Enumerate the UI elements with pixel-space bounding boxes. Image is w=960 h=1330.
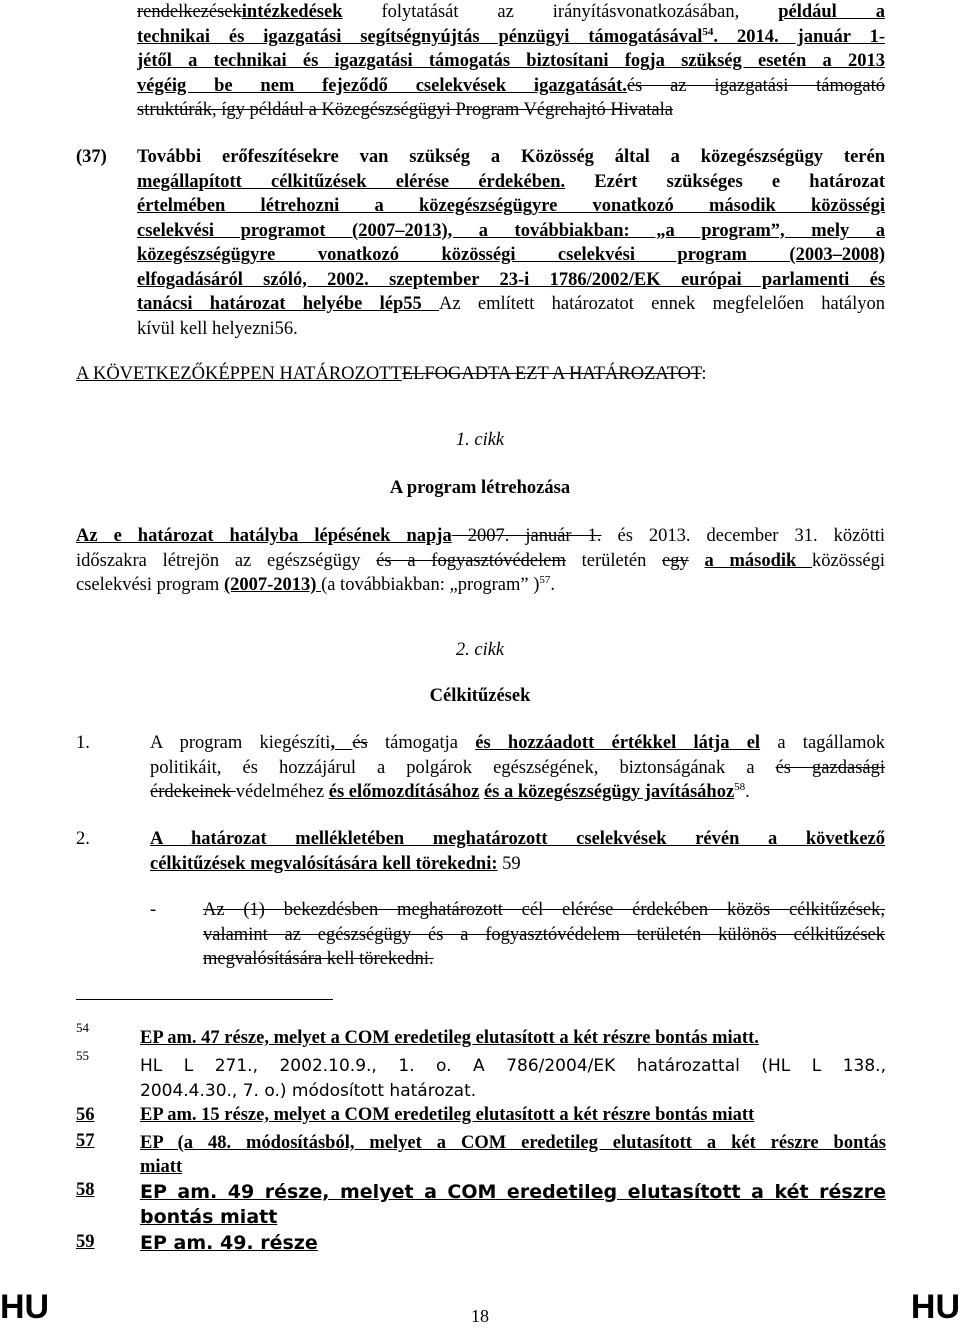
article-2-para-1-number: 1. <box>76 733 90 753</box>
footnote-ref-57: 57 <box>539 574 551 586</box>
recital-37-line-4: cselekvési programot (2007–2013), a továbbiakban: „a program”, mely a <box>137 220 885 241</box>
intro-line-5: struktúrák, így például a Közegészségügyi Program Végrehajtó Hivatala <box>137 100 673 120</box>
footnote-text: EP am. 49 része, melyet a COM eredetileg elutasított a két részre bontás miatt <box>140 1181 886 1228</box>
article-2-para-2-line-1: A határozat mellékletében meghatározott cselekvések révén a következő <box>150 829 885 849</box>
article-2-para-1-line-1: A program kiegészíti, és támogatja és hozzáadott értékkel látja el a tagállamok <box>150 733 885 753</box>
dash-item-line-2: valamint az egészségügy és a fogyasztóvédelem területén különös célkitűzések <box>203 924 885 945</box>
footnote-ref-58: 58 <box>734 781 746 793</box>
article-1-number: 1. cikk <box>455 430 505 450</box>
article-1-line-1: Az e határozat hatályba lépésének napja 2007. január 1. és 2013. december 31. közötti <box>76 526 885 546</box>
dash-item-line-1: Az (1) bekezdésben meghatározott cél elérése érdekében közös célkitűzések, <box>203 900 885 920</box>
enacting-heading: A KÖVETKEZŐKÉPPEN HATÁROZOTTELFOGADTA EZT A HATÁROZATOT: <box>76 364 707 384</box>
recital-37-line-5: közegészségügyre vonatkozó közösségi cselekvési program (2003–2008) <box>137 245 885 265</box>
footnote-text: EP (a 48. módosításból, melyet a COM eredetileg elutasított a két részre bontás miatt <box>140 1133 886 1177</box>
article-1-text <box>76 524 885 598</box>
intro-line-1: rendelkezésekintézkedések folytatását az irányításvonatkozásában, például a <box>137 2 885 22</box>
recital-37-number: (37) <box>76 147 107 167</box>
intro-line-2: technikai és igazgatási segítségnyújtás pénzügyi támogatásával$^{54}$. 2014. január 1- <box>137 25 885 47</box>
article-2-para-1-line-2: politikáit, és hozzájárul a polgárok egészségének, biztonságának a és gazdasági <box>150 757 885 778</box>
recital-37-line-6: elfogadásáról szóló, 2002. szeptember 23-i 1786/2002/EK európai parlamenti és <box>137 269 885 290</box>
article-1-line-2: időszakra létrejön az egészségügy és a fogyasztóvédelem területén egy a második közösségi <box>76 550 885 571</box>
article-2-para-1-line-3: érdekeinek védelméhez és előmozdításához és a közegészségügy javításához$^{58}$. <box>150 781 750 802</box>
footnote-number: 56 <box>76 1105 95 1125</box>
article-2-para-2 <box>150 827 885 876</box>
intro-line-3: jétől a technikai és igazgatási támogatás biztosítani fogja szükség esetén a 2013 <box>137 51 885 71</box>
dash-item-line-3: megvalósítására kell törekedni. <box>203 949 434 969</box>
recital-37-line-1: További erőfeszítésekre van szükség a Közösség által a közegészségügy terén <box>137 147 885 167</box>
recital-37 <box>137 145 885 341</box>
dash-item-marker: - <box>150 900 157 920</box>
article-2-para-2-number: 2. <box>76 829 90 849</box>
recital-37-line-2: megállapított célkitűzések elérése érdekében. Ezért szükséges e határozat <box>137 171 885 192</box>
footnote-separator <box>76 999 333 1000</box>
recital-37-line-3: értelmében létrehozni a közegészségügyre vonatkozó második közösségi <box>137 196 885 216</box>
recital-37-line-8: kívül kell helyezni56. <box>137 318 298 339</box>
footnote-text: HL L 271., 2002.10.9., 1. o. A 786/2004/EK határozattal (HL L 138., 2004.4.30., 7. o.) módosított határozat. <box>140 1056 886 1101</box>
intro-line-4: végéig be nem fejeződő cselekvések igazgatását.és az igazgatási támogató <box>137 75 885 96</box>
article-2-number: 2. cikk <box>455 640 505 660</box>
footnote-number: 57 <box>76 1131 95 1151</box>
footnote-number: 59 <box>76 1232 95 1252</box>
footer-language-right: HU <box>910 1288 960 1326</box>
page-number: 18 <box>471 1306 489 1326</box>
article-2-title: Célkitűzések <box>429 686 531 706</box>
footnote-text: EP am. 47 része, melyet a COM eredetileg elutasított a két részre bontás miatt. <box>140 1028 759 1048</box>
article-2-para-2-line-2: célkitűzések megvalósítására kell törekedni: 59 <box>150 853 521 874</box>
recital-37-line-7: tanácsi határozat helyébe lép55 Az említett határozatot ennek megfelelően hatályon <box>137 294 885 314</box>
intro-paragraph <box>137 0 885 123</box>
footnote-ref-54: 54 <box>702 25 714 38</box>
dash-item <box>203 898 885 972</box>
footnote-text: EP am. 15 része, melyet a COM eredetileg elutasított a két részre bontás miatt <box>140 1105 755 1125</box>
footnote-number: 58 <box>76 1180 95 1200</box>
footnote-number: 54 <box>76 1020 89 1035</box>
article-1-title: A program létrehozása <box>389 478 571 498</box>
article-1-line-3: cselekvési program (2007-2013) (a továbbiakban: „program” )$^{57}$. <box>76 574 555 595</box>
footnote-text: EP am. 49. része <box>140 1232 318 1254</box>
article-2-para-1 <box>150 731 885 805</box>
footer-language-left: HU <box>0 1288 50 1326</box>
footnote-number: 55 <box>76 1048 89 1063</box>
